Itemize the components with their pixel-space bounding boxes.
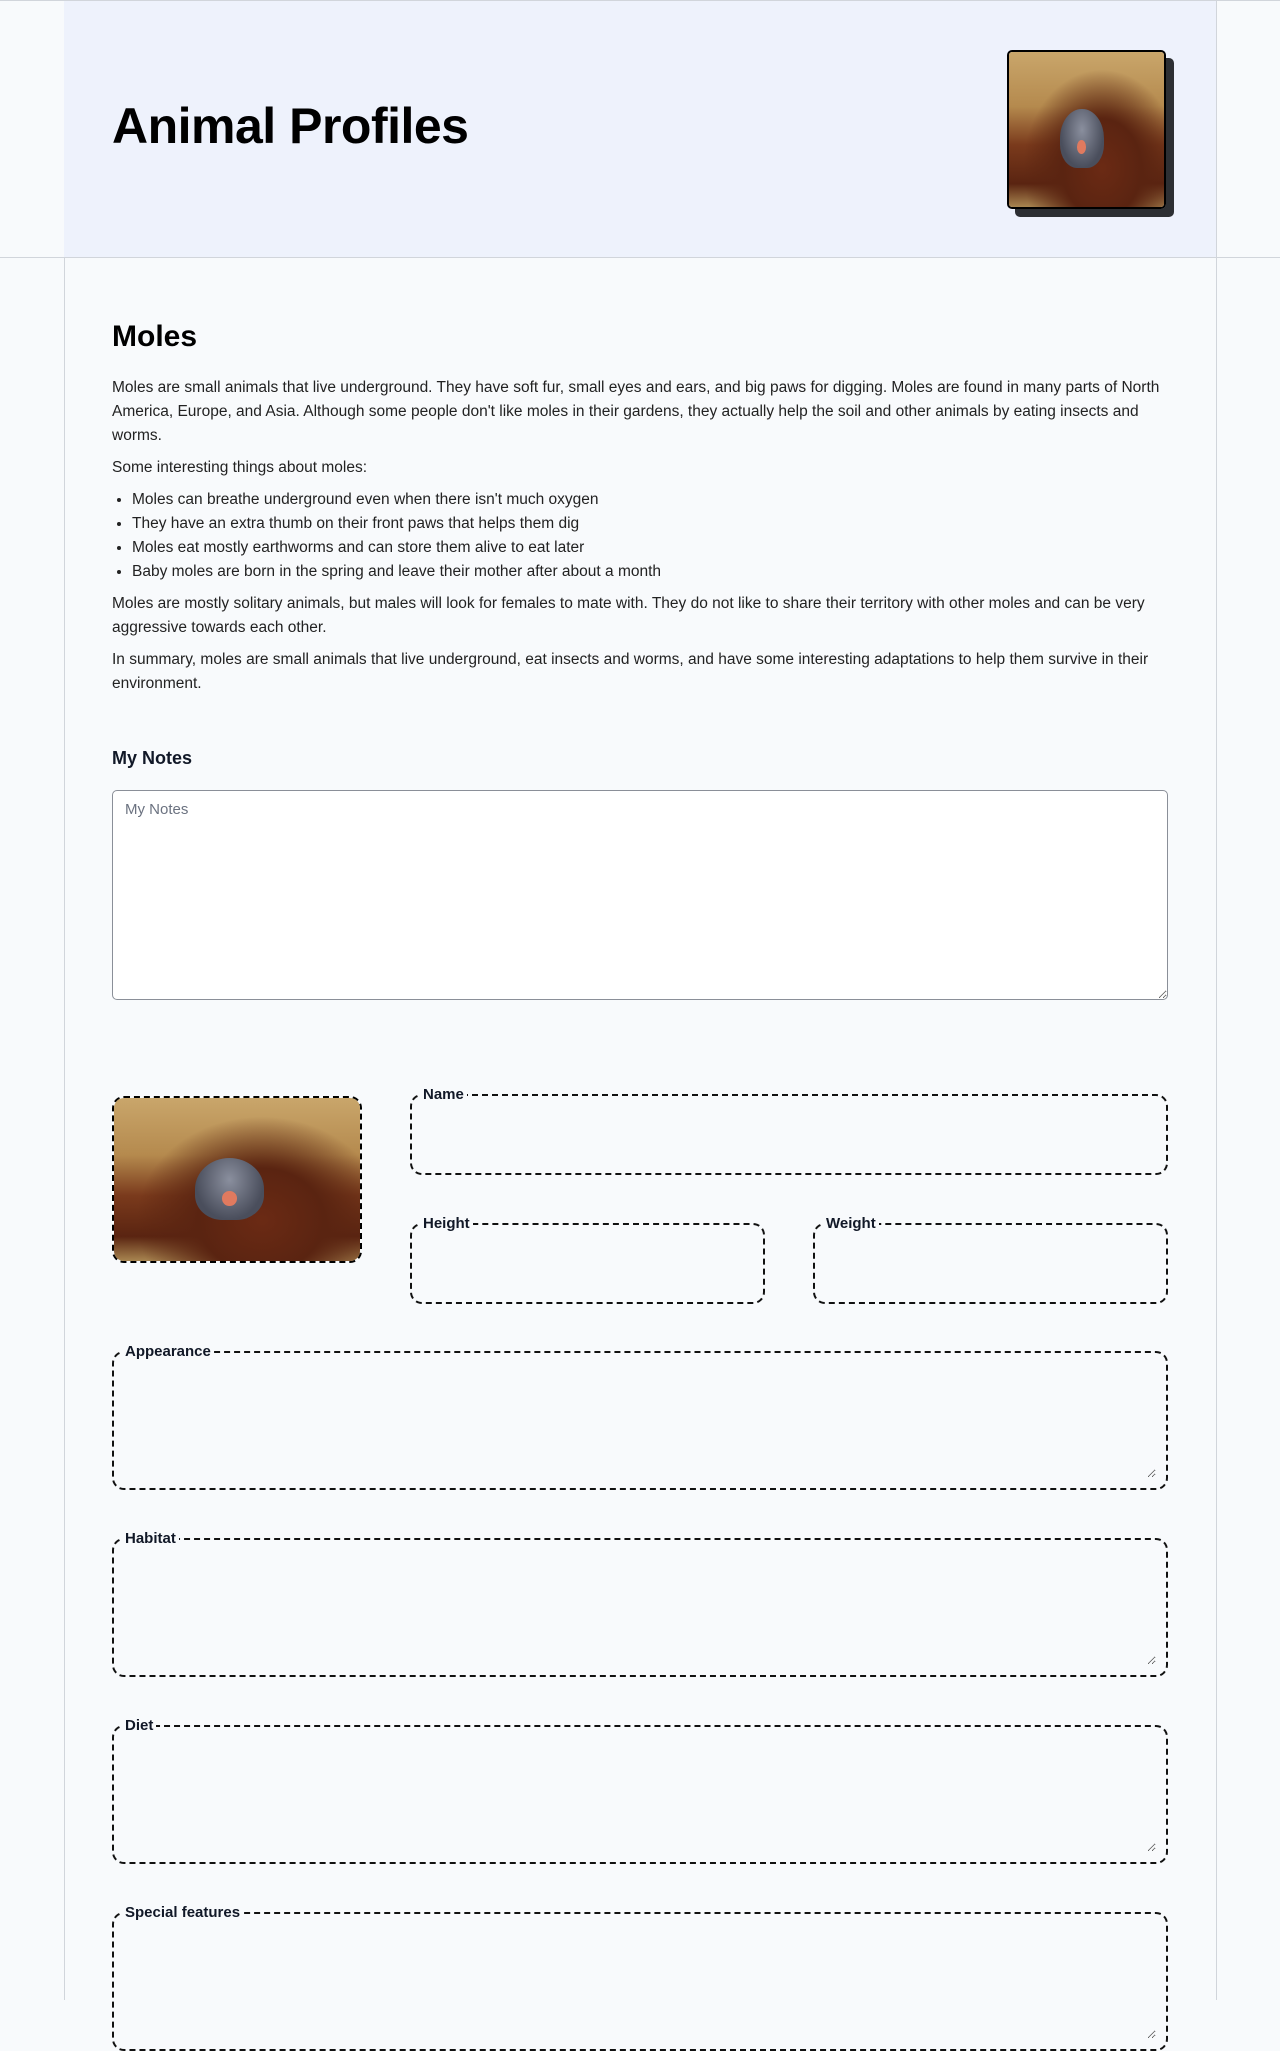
height-input[interactable] xyxy=(422,1232,753,1292)
profile-image xyxy=(112,1096,362,1263)
special-features-field xyxy=(112,1904,1168,2051)
name-field xyxy=(410,1086,1168,1175)
summary-paragraph: In summary, moles are small animals that live underground, eat insects and worms, and have some interesting adaptations to help them survive in their environment. xyxy=(112,651,1149,692)
notes-heading: My Notes xyxy=(112,748,193,768)
right-border xyxy=(1216,0,1217,2000)
height-label: Height xyxy=(423,1215,470,1232)
animal-name-heading: Moles xyxy=(112,320,198,353)
header-animal-image xyxy=(1007,50,1166,209)
habitat-textarea[interactable] xyxy=(124,1547,1156,1665)
list-item: • Moles eat mostly earthworms and can store them alive to eat later xyxy=(132,536,1168,560)
page-title: Animal Profiles xyxy=(112,98,469,154)
height-field xyxy=(410,1215,765,1304)
facts-intro: Some interesting things about moles: xyxy=(112,459,368,476)
habitat-label: Habitat xyxy=(125,1530,176,1547)
page-header xyxy=(0,0,1280,258)
intro-paragraph: Moles are small animals that live underground. They have soft fur, small eyes and ears, and big paws for digging. Moles are found in many parts of North America, Europe, and Asia. Although some people don't like moles in their gardens, they actually help the soil and other animals by eating insects and worms. xyxy=(112,379,1160,444)
weight-label: Weight xyxy=(826,1215,876,1232)
diet-label: Diet xyxy=(125,1717,154,1734)
appearance-textarea[interactable] xyxy=(124,1360,1156,1478)
appearance-label: Appearance xyxy=(125,1343,211,1360)
weight-field xyxy=(813,1215,1168,1304)
list-item: • Baby moles are born in the spring and leave their mother after about a month xyxy=(132,560,1168,584)
diet-textarea[interactable] xyxy=(124,1734,1156,1852)
appearance-field xyxy=(112,1343,1168,1490)
mole-photo xyxy=(114,1098,360,1261)
list-item: • Moles can breathe underground even when there isn't much oxygen xyxy=(132,488,1168,512)
special-features-label: Special features xyxy=(125,1904,241,1921)
diet-field xyxy=(112,1717,1168,1864)
name-label: Name xyxy=(423,1086,464,1103)
left-border xyxy=(64,0,65,2000)
animal-description xyxy=(112,376,1168,704)
notes-textarea[interactable] xyxy=(112,790,1168,1000)
behavior-paragraph: Moles are mostly solitary animals, but males will look for females to mate with. They do not like to share their territory with other moles and can be very aggressive towards each other. xyxy=(112,595,1145,636)
list-item: • They have an extra thumb on their front paws that helps them dig xyxy=(132,512,1168,536)
name-input[interactable] xyxy=(422,1103,1156,1163)
habitat-field xyxy=(112,1530,1168,1677)
facts-list xyxy=(132,488,1168,584)
weight-input[interactable] xyxy=(825,1232,1156,1292)
mole-photo xyxy=(1009,52,1164,207)
special-features-textarea[interactable] xyxy=(124,1921,1156,2039)
